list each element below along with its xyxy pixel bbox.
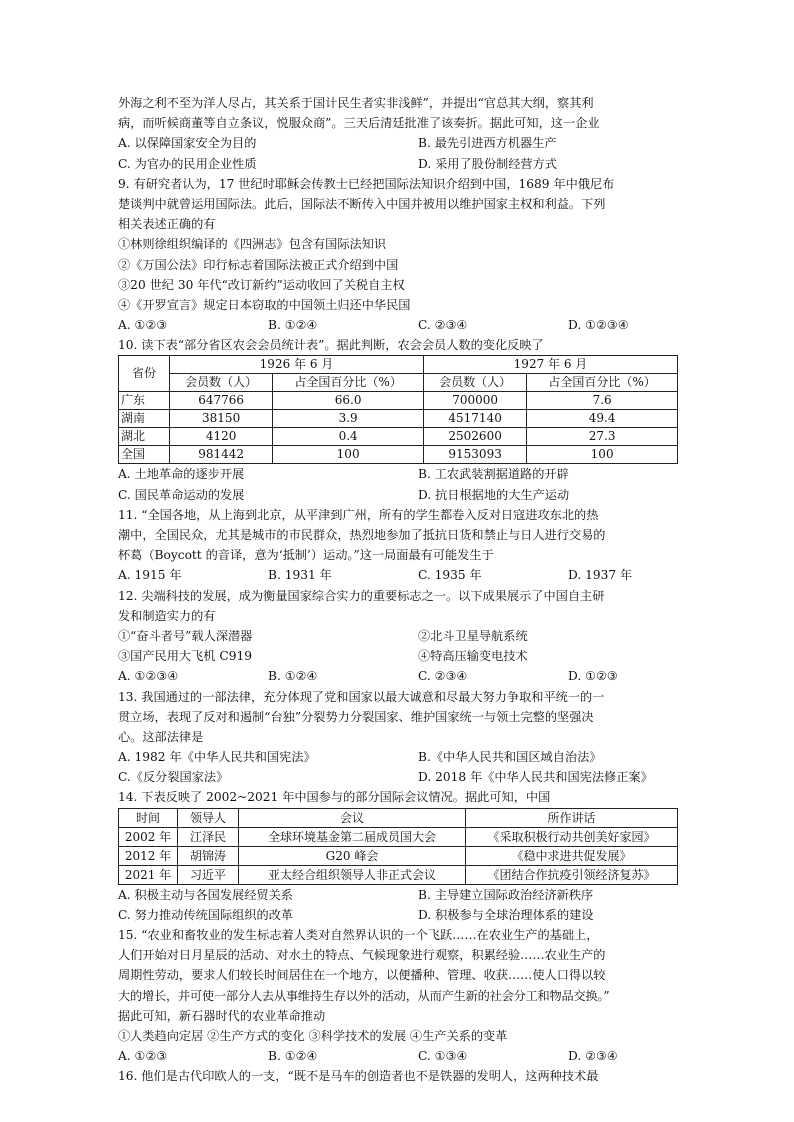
option-a: A. 积极主动与各国发展经贸关系 xyxy=(118,887,293,902)
option-b: B. 工农武装割据道路的开辟 xyxy=(418,467,569,482)
table-row xyxy=(119,846,678,865)
question-16 xyxy=(118,1066,678,1086)
table-cell: 《稳中求进共促发展》 xyxy=(466,846,678,865)
question-text-line: 15. “农业和畜牧业的发生标志着人类对自然界认识的一个飞跃……在农业生产的基础上， xyxy=(118,928,599,942)
table-cell: 647766 xyxy=(170,392,273,410)
option-d: D. 积极参与全球治理体系的建设 xyxy=(418,907,594,922)
table-cell: 700000 xyxy=(423,392,526,410)
table-header: 所作讲话 xyxy=(466,808,678,827)
option-c: C. ②③④ xyxy=(418,669,468,684)
option-a: A. ①②③ xyxy=(118,1049,168,1064)
question-10 xyxy=(118,335,678,505)
table-cell: 《采取积极行动共创美好家园》 xyxy=(466,827,678,846)
table-header-province: 省份 xyxy=(119,356,170,392)
question-text-line: 据此可知，新石器时代的农业革命推动 xyxy=(118,1008,326,1023)
table-cell: G20 峰会 xyxy=(239,846,466,865)
question-text-line: 潮中，全国民众，尤其是城市的市民群众，热烈地参加了抵抗日货和禁止与日人进行交易的 xyxy=(118,528,606,542)
table-cell: 27.3 xyxy=(527,428,678,446)
table-row xyxy=(119,827,678,846)
option-b: B.《中华人民共和国区域自治法》 xyxy=(418,750,602,765)
option-d: D. 抗日根据地的大生产运动 xyxy=(418,487,570,502)
option-b: B. 1931 年 xyxy=(268,568,332,583)
table-cell: 亚太经合组织领导人非正式会议 xyxy=(239,865,466,884)
table-cell: 49.4 xyxy=(527,410,678,428)
question-11 xyxy=(118,505,678,586)
option-d: D. 采用了股份制经营方式 xyxy=(418,156,557,171)
option-a: A. 1982 年《中华人民共和国宪法》 xyxy=(118,750,316,765)
table-header-percent: 占全国百分比（%） xyxy=(527,374,678,392)
question-text-line: 贯立场，表现了反对和遏制“台独”分裂势力分裂国家、维护国家统一与领土完整的坚强决 xyxy=(118,709,594,724)
option-b: B. 最先引进西方机器生产 xyxy=(418,136,557,151)
option-b: B. ①②④ xyxy=(268,318,318,333)
table-cell: 全国 xyxy=(119,446,170,464)
table-cell: 2502600 xyxy=(423,428,526,446)
option-c: C. 努力推动传统国际组织的改革 xyxy=(118,907,294,922)
statement-item: ③20 世纪 30 年代“改订新约”运动收回了关税自主权 xyxy=(118,277,405,292)
statement-item: ①“奋斗者号”载人深潜器 xyxy=(118,628,253,643)
question-text-line: 人们开始对日月星辰的活动、对水土的特点、气候现象进行观察，积累经验……农业生产的 xyxy=(118,948,606,963)
option-d: D. ①②③ xyxy=(568,669,618,684)
question-text-line: 心。这部法律是 xyxy=(118,729,204,744)
table-cell: 湖北 xyxy=(119,428,170,446)
table-cell: 38150 xyxy=(170,410,273,428)
question-text-line: 周期性劳动，要求人们较长时间居住在一个地方，以便播种、管理、收获……使人口得以较 xyxy=(118,968,606,983)
option-c: C. ②③④ xyxy=(418,318,468,333)
question-15 xyxy=(118,925,678,1066)
statement-item: ④《开罗宣言》规定日本窃取的中国领土归还中华民国 xyxy=(118,297,411,312)
question-14 xyxy=(118,787,678,925)
table-row xyxy=(119,428,678,446)
table-cell: 2002 年 xyxy=(119,827,178,846)
option-d: D. ②③④ xyxy=(568,1049,618,1064)
question-text-line: 相关表述正确的有 xyxy=(118,217,216,232)
option-b: B. 主导建立国际政治经济新秩序 xyxy=(418,887,594,902)
option-b: B. ①②④ xyxy=(268,669,318,684)
table-cell: 《团结合作抗疫引领经济复苏》 xyxy=(466,865,678,884)
option-a: A. ①②③④ xyxy=(118,669,179,684)
option-c: C.《反分裂国家法》 xyxy=(118,770,229,785)
question-13 xyxy=(118,687,678,788)
question-8 xyxy=(118,93,678,174)
table-header-period: 1926 年 6 月 xyxy=(170,356,424,374)
option-c: C. ①③④ xyxy=(418,1049,468,1064)
table-row xyxy=(119,865,678,884)
option-a: A. 1915 年 xyxy=(118,568,182,583)
option-a: A. 以保障国家安全为目的 xyxy=(118,136,257,151)
table-row xyxy=(119,446,678,464)
statement-items: ①人类趋向定居 ②生产方式的变化 ③科学技术的发展 ④生产关系的变革 xyxy=(118,1028,508,1043)
exam-page xyxy=(118,93,678,1087)
table-header-percent: 占全国百分比（%） xyxy=(273,374,424,392)
question-9 xyxy=(118,174,678,336)
option-c: C. 1935 年 xyxy=(418,568,482,583)
table-cell: 2021 年 xyxy=(119,865,178,884)
option-a: A. ①②③ xyxy=(118,318,168,333)
option-d: D. 1937 年 xyxy=(568,568,633,583)
question-text-line: 12. 尖端科技的发展，成为衡量国家综合实力的重要标志之一。以下成果展示了中国自主研 xyxy=(118,588,605,603)
table-header-members: 会员数（人） xyxy=(170,374,273,392)
option-c: C. 国民革命运动的发展 xyxy=(118,487,245,502)
option-b: B. ①②④ xyxy=(268,1049,318,1064)
question-text-line: 16. 他们是古代印欧人的一支，“既不是马车的创造者也不是铁器的发明人，这两种技术最 xyxy=(118,1069,599,1084)
question-text-line: 楚谈判中就曾运用国际法。此后，国际法不断传入中国并被用以维护国家主权和利益。下列 xyxy=(118,196,606,211)
table-header: 会议 xyxy=(239,808,466,827)
question-text-line: 外海之利不至为洋人尽占，其关系于国计民生者实非浅鲜”，并提出“官总其大纲，察其利 xyxy=(118,96,594,110)
question-text-line: 11. “全国各地，从上海到北京，从平津到广州，所有的学生都卷入反对日寇进攻东北的热 xyxy=(118,507,599,522)
table-cell: 全球环境基金第二届成员国大会 xyxy=(239,827,466,846)
table-cell: 7.6 xyxy=(527,392,678,410)
option-d: D. 2018 年《中华人民共和国宪法修正案》 xyxy=(418,770,653,785)
table-cell: 66.0 xyxy=(273,392,424,410)
question-text-line: 病，而听候商董等自立条议，悦服众商”。三天后清廷批准了该奏折。据此可知，这一企业 xyxy=(118,116,600,131)
question-text-line: 13. 我国通过的一部法律，充分体现了党和国家以最大诚意和尽最大努力争取和平统一的一 xyxy=(118,689,605,704)
table-header: 领导人 xyxy=(178,808,239,827)
table-header-period: 1927 年 6 月 xyxy=(423,356,677,374)
statement-item: ①林则徐组织编译的《四洲志》包含有国际法知识 xyxy=(118,237,387,252)
table-header-members: 会员数（人） xyxy=(423,374,526,392)
farmers-association-table xyxy=(118,355,678,464)
table-cell: 9153093 xyxy=(423,446,526,464)
option-c: C. 为官办的民用企业性质 xyxy=(118,156,257,171)
statement-item: ③国产民用大飞机 C919 xyxy=(118,649,252,664)
question-stem: 14. 下表反映了 2002~2021 年中国参与的部分国际会议情况。据此可知，中国 xyxy=(118,790,551,805)
table-cell: 100 xyxy=(527,446,678,464)
statement-item: ②《万国公法》印行标志着国际法被正式介绍到中国 xyxy=(118,257,399,272)
table-cell: 3.9 xyxy=(273,410,424,428)
table-header: 时间 xyxy=(119,808,178,827)
statement-item: ④特高压输变电技术 xyxy=(418,649,528,664)
table-cell: 习近平 xyxy=(178,865,239,884)
table-cell: 4517140 xyxy=(423,410,526,428)
question-stem: 10. 读下表“部分省区农会会员统计表”。据此判断，农会会员人数的变化反映了 xyxy=(118,338,544,353)
table-cell: 0.4 xyxy=(273,428,424,446)
question-text-line: 9. 有研究者认为，17 世纪时耶稣会传教士已经把国际法知识介绍到中国，1689 年中俄尼布 xyxy=(118,176,615,191)
option-d: D. ①②③④ xyxy=(568,318,629,333)
table-cell: 江泽民 xyxy=(178,827,239,846)
question-text-line: 杯葛（Boycott 的音译，意为‘抵制’）运动。”这一局面最有可能发生于 xyxy=(118,548,494,563)
question-text-line: 发和制造实力的有 xyxy=(118,608,216,623)
statement-item: ②北斗卫星导航系统 xyxy=(418,628,528,643)
table-cell: 100 xyxy=(273,446,424,464)
table-cell: 广东 xyxy=(119,392,170,410)
question-text-line: 大的增长，并可使一部分人去从事维持生存以外的活动，从而产生新的社会分工和物品交换。” xyxy=(118,988,610,1003)
option-a: A. 土地革命的逐步开展 xyxy=(118,467,245,482)
table-row xyxy=(119,392,678,410)
table-row xyxy=(119,410,678,428)
international-meetings-table xyxy=(118,808,678,885)
table-cell: 湖南 xyxy=(119,410,170,428)
question-12 xyxy=(118,586,678,687)
table-cell: 4120 xyxy=(170,428,273,446)
table-cell: 胡锦涛 xyxy=(178,846,239,865)
table-cell: 2012 年 xyxy=(119,846,178,865)
table-cell: 981442 xyxy=(170,446,273,464)
